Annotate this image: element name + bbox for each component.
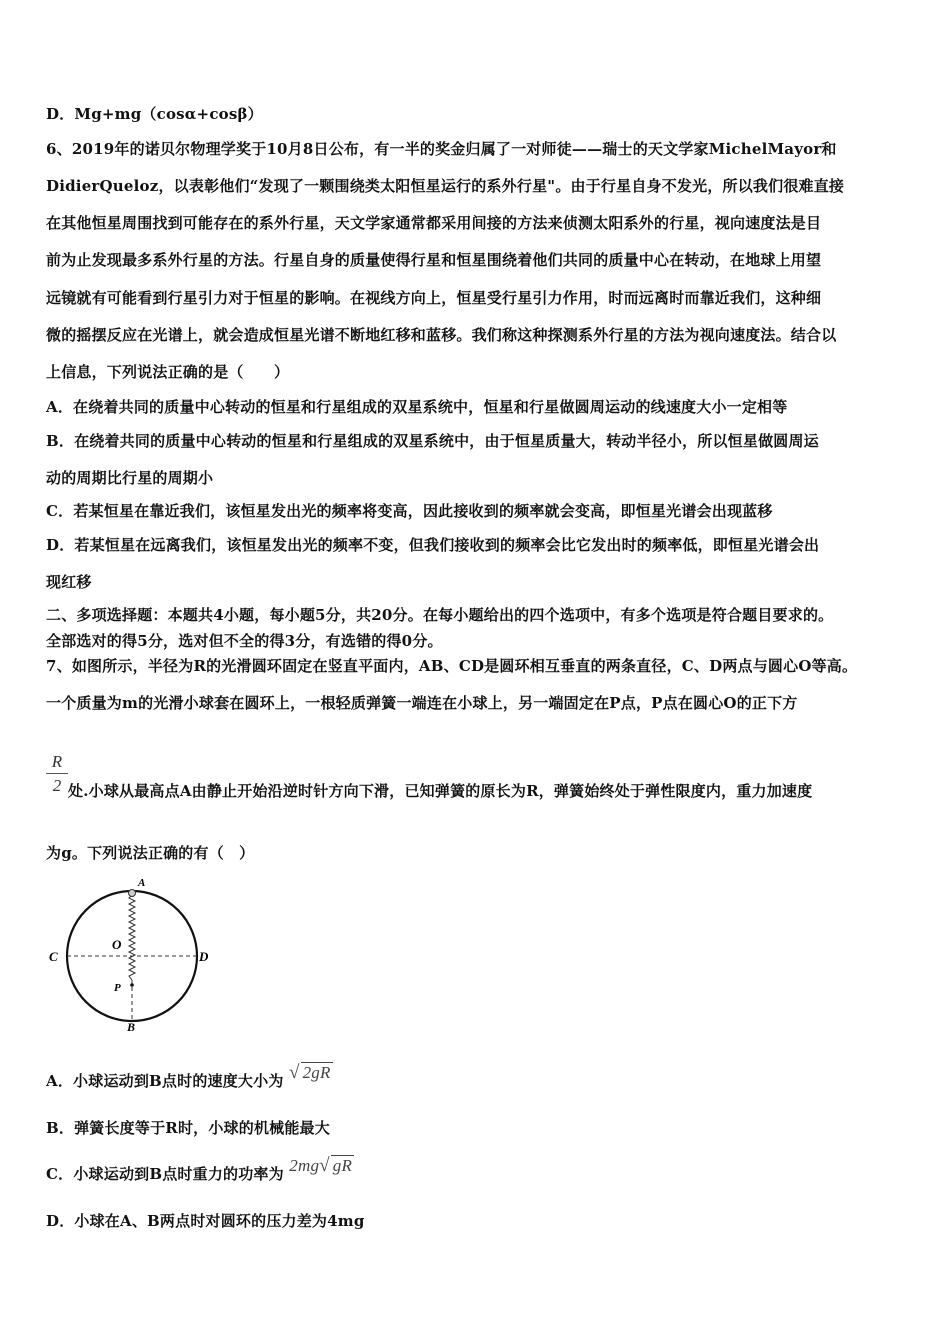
q7-stem-line-3: 处.小球从最高点A由静止开始沿逆时针方向下滑，已知弹簧的原长为R，弹簧始终处于弹性限度内，重力加速度 <box>68 782 813 800</box>
q6-option-d-line-1: D．若某恒星在远离我们，该恒星发出光的频率不变，但我们接收到的频率会比它发出时的频率低，即恒星光谱会出 <box>46 536 820 554</box>
q7-option-c <box>46 1155 354 1185</box>
circle-ring-figure <box>44 870 224 1035</box>
ball-at-a <box>129 890 136 897</box>
spring-zigzag <box>129 895 135 980</box>
label-p: P <box>114 982 121 994</box>
sqrt-2gr <box>289 1063 333 1082</box>
q7-stem-line-1: 7、如图所示，半径为R的光滑圆环固定在竖直平面内，AB、CD是圆环相互垂直的两条直径，C、D两点与圆心O等高。 <box>46 657 858 675</box>
point-p-dot <box>130 983 134 987</box>
fraction-denominator: 2 <box>52 776 62 795</box>
label-d: D <box>199 949 209 964</box>
q7-option-c-text: C．小球运动到B点时重力的功率为 <box>46 1165 284 1183</box>
q7-stem-line-2: 一个质量为m的光滑小球套在圆环上，一根轻质弹簧一端连在小球上，另一端固定在P点，P点在圆心O的正下方 <box>46 694 798 712</box>
sqrt-radicand: 2gR <box>302 1063 331 1082</box>
q6-stem-line-7: 上信息，下列说法正确的是（ ） <box>46 363 290 381</box>
label-o: O <box>112 937 122 952</box>
q6-stem-line-5: 远镜就有可能看到行星引力对于恒星的影响。在视线方向上，恒星受行星引力作用，时而远离时而靠近我们，这种细 <box>46 289 822 307</box>
label-c: C <box>49 949 58 964</box>
section-2-heading-line-2: 全部选对的得5分，选对但不全的得3分，有选错的得0分。 <box>46 632 443 650</box>
q6-stem-line-3: 在其他恒星周围找到可能存在的系外行星，天文学家通常都采用间接的方法来侦测太阳系外的行星，视向速度法是目 <box>46 214 822 232</box>
power-coefficient: 2mg <box>289 1156 320 1175</box>
q7-option-a-text: A．小球运动到B点时的速度大小为 <box>46 1072 284 1090</box>
q6-stem-line-2: DidierQueloz，以表彰他们“发现了一颗围绕类太阳恒星运行的系外行星"。由于行星自身不发光，所以我们很难直接 <box>46 177 845 195</box>
q7-option-d: D．小球在A、B两点时对圆环的压力差为4mg <box>46 1212 365 1230</box>
label-b: B <box>127 1020 136 1034</box>
q6-option-c: C．若某恒星在靠近我们，该恒星发出光的频率将变高，因此接收到的频率就会变高，即恒星光谱会出现蓝移 <box>46 502 773 520</box>
q6-stem-line-4: 前为止发现最多系外行星的方法。行星自身的质量使得行星和恒星围绕着他们共同的质量中心在转动，在地球上用望 <box>46 251 822 269</box>
q6-stem-line-6: 微的摇摆反应在光谱上，就会造成恒星光谱不断地红移和蓝移。我们称这种探测系外行星的方法为视向速度法。结合以 <box>46 326 837 344</box>
fraction-r-over-2 <box>46 752 68 796</box>
q7-option-b: B．弹簧长度等于R时，小球的机械能最大 <box>46 1119 330 1137</box>
q6-option-a: A．在绕着共同的质量中心转动的恒星和行星组成的双星系统中，恒星和行星做圆周运动的线速度大小一定相等 <box>46 398 788 416</box>
radical-sign: √ <box>288 1062 300 1083</box>
section-2-heading-line-1: 二、多项选择题：本题共4小题，每小题5分，共20分。在每小题给出的四个选项中，有多个选项是符合题目要求的。 <box>46 606 834 624</box>
fraction-bar <box>46 773 68 774</box>
sqrt-radicand: gR <box>332 1156 353 1175</box>
q6-option-b-line-2: 动的周期比行星的周期小 <box>46 469 214 487</box>
q5-option-d: D．Mg+mg（cosα+cosβ） <box>46 105 263 123</box>
fraction-numerator: R <box>51 752 63 771</box>
q6-option-b-line-1: B．在绕着共同的质量中心转动的恒星和行星组成的双星系统中，由于恒星质量大，转动半径小，所以恒星做圆周运 <box>46 432 819 450</box>
radical-sign: √ <box>319 1155 330 1176</box>
q7-stem-line-4: 为g。下列说法正确的有（ ） <box>46 844 255 862</box>
q6-stem-line-1: 6、2019年的诺贝尔物理学奖于10月8日公布，有一半的奖金归属了一对师徒——瑞士的天文学家MichelMayor和 <box>46 140 837 158</box>
power-2mg-sqrt-gr <box>289 1156 354 1175</box>
q6-option-d-line-2: 现红移 <box>46 573 92 591</box>
q7-option-a <box>46 1062 333 1092</box>
label-a: A <box>138 877 146 889</box>
